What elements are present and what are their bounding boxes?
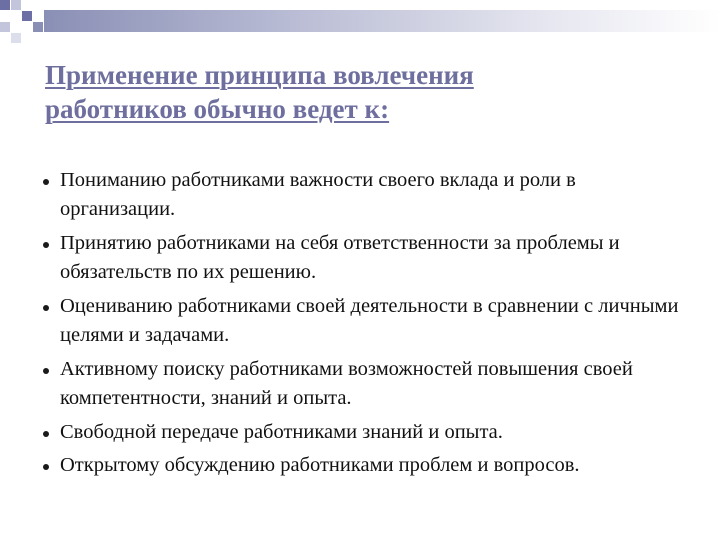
header-gradient-bar <box>44 10 720 32</box>
slide-title <box>45 58 685 126</box>
list-item <box>40 229 690 287</box>
list-item-text: Пониманию работниками важности своего вклада и роли в организации. <box>60 169 576 220</box>
bullet-dot-icon <box>43 242 49 248</box>
header-decoration <box>0 0 720 40</box>
decor-square-light <box>11 33 21 43</box>
list-item <box>40 355 690 413</box>
decor-square-light <box>0 22 10 32</box>
decor-square-light <box>11 0 21 10</box>
bullet-list <box>40 166 690 484</box>
decor-square-dark <box>22 11 32 21</box>
bullet-dot-icon <box>43 464 49 470</box>
bullet-dot-icon <box>43 431 49 437</box>
decor-square-dark <box>0 0 10 10</box>
list-item <box>40 292 690 350</box>
bullet-dot-icon <box>43 179 49 185</box>
list-item-text: Свободной передаче работниками знаний и опыта. <box>60 421 503 443</box>
slide-title-line-1: Применение принципа вовлечения <box>45 60 474 90</box>
list-item <box>40 166 690 224</box>
list-item-text: Оцениванию работниками своей деятельности в сравнении с личными целями и задачами. <box>60 295 679 346</box>
bullet-dot-icon <box>43 305 49 311</box>
list-item-text: Принятию работниками на себя ответственности за проблемы и обязательств по их решению. <box>60 232 620 283</box>
list-item <box>40 418 690 447</box>
list-item-text: Открытому обсуждению работниками проблем и вопросов. <box>60 454 580 476</box>
bullet-dot-icon <box>43 368 49 374</box>
decor-square-dark <box>33 22 43 32</box>
slide-title-line-2: работников обычно ведет к: <box>45 94 390 124</box>
list-item <box>40 451 690 480</box>
list-item-text: Активному поиску работниками возможностей повышения своей компетентности, знаний и опыта. <box>60 358 633 409</box>
